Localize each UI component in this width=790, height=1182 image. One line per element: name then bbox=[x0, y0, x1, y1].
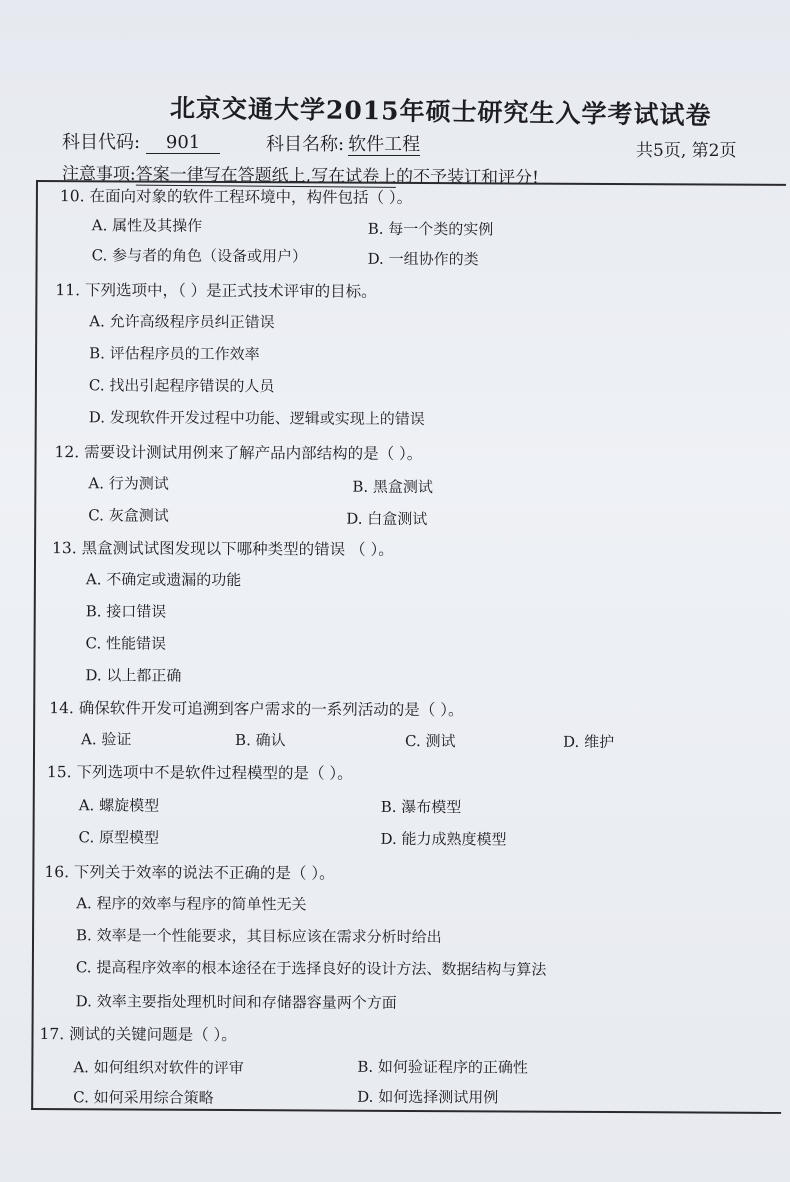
question-option: D. 白盒测试 bbox=[346, 509, 428, 529]
exam-title: 北京交通大学2015年硕士研究生入学考试试卷 bbox=[169, 93, 712, 130]
question-option: D. 能力成熟度模型 bbox=[380, 829, 507, 849]
subject-name-value: 软件工程 bbox=[348, 134, 421, 155]
question-option: C. 如何采用综合策略 bbox=[73, 1088, 214, 1107]
notice-underlined-1: 答案一律写在答题纸上, bbox=[135, 164, 312, 187]
question-option: A. 允许高级程序员纠正错误 bbox=[89, 312, 275, 332]
subject-name bbox=[266, 130, 420, 156]
question-stem: 12. 需要设计测试用例来了解产品内部结构的是（ ）。 bbox=[54, 443, 423, 464]
question-option: C. 测试 bbox=[405, 731, 456, 751]
question-option: B. 黑盒测试 bbox=[352, 477, 434, 497]
subject-name-label: 科目名称: bbox=[266, 134, 345, 155]
question-option: C. 找出引起程序错误的人员 bbox=[88, 376, 275, 396]
question-option: B. 接口错误 bbox=[85, 602, 167, 621]
question-option: A. 不确定或遗漏的功能 bbox=[85, 570, 242, 590]
question-option: D. 如何选择测试用例 bbox=[357, 1087, 499, 1107]
question-stem: 14. 确保软件开发可追溯到客户需求的一系列活动的是（ ）。 bbox=[49, 699, 464, 720]
subject-code-value: 901 bbox=[146, 132, 220, 154]
notice-prefix: 注意事项: bbox=[61, 164, 136, 185]
question-option: C. 参与者的角色（设备或用户） bbox=[91, 246, 308, 266]
question-option: A. 属性及其操作 bbox=[91, 216, 203, 235]
notice-underlined-2: 写在试卷上 bbox=[311, 166, 397, 187]
question-option: B. 评估程序员的工作效率 bbox=[89, 344, 260, 364]
questions-box bbox=[31, 180, 786, 1114]
question-option: D. 以上都正确 bbox=[85, 666, 182, 685]
question-stem: 16. 下列关于效率的说法不正确的是（ ）。 bbox=[44, 863, 335, 883]
question-stem: 13. 黑盒测试试图发现以下哪种类型的错误 （ ）。 bbox=[52, 539, 394, 559]
question-option: C. 原型模型 bbox=[78, 828, 160, 847]
question-option: A. 程序的效率与程序的简单性无关 bbox=[76, 894, 307, 914]
question-option: A. 行为测试 bbox=[88, 474, 169, 493]
question-option: B. 如何验证程序的正确性 bbox=[357, 1057, 528, 1077]
question-stem: 15. 下列选项中不是软件过程模型的是（ ）。 bbox=[46, 763, 353, 783]
question-option: B. 效率是一个性能要求，其目标应该在需求分析时给出 bbox=[75, 926, 442, 947]
question-option: A. 验证 bbox=[81, 730, 132, 749]
question-option: A. 如何组织对软件的评审 bbox=[73, 1058, 244, 1078]
subject-code bbox=[62, 128, 220, 154]
question-option: D. 维护 bbox=[563, 732, 615, 752]
question-option: C. 提高程序效率的根本途径在于选择良好的设计方法、数据结构与算法 bbox=[75, 958, 547, 979]
question-stem: 10. 在面向对象的软件工程环境中，构件包括（ ）。 bbox=[59, 187, 413, 207]
question-option: D. 效率主要指处理机时间和存储器容量两个方面 bbox=[75, 992, 397, 1012]
notice-rest: 的不予装订和评分! bbox=[396, 166, 540, 189]
page-info: 共5页, 第2页 bbox=[636, 141, 737, 161]
subject-code-label: 科目代码: bbox=[62, 132, 141, 153]
question-option: B. 确认 bbox=[235, 731, 286, 750]
question-option: C. 性能错误 bbox=[85, 634, 167, 653]
question-option: D. 发现软件开发过程中功能、逻辑或实现上的错误 bbox=[88, 408, 425, 429]
question-option: B. 瀑布模型 bbox=[380, 797, 462, 817]
question-stem: 11. 下列选项中，（ ）是正式技术评审的目标。 bbox=[55, 281, 377, 301]
question-option: C. 灰盒测试 bbox=[88, 506, 169, 525]
question-stem: 17. 测试的关键问题是（ ）。 bbox=[39, 1025, 237, 1045]
question-option: B. 每一个类的实例 bbox=[367, 219, 494, 239]
question-option: D. 一组协作的类 bbox=[367, 249, 479, 269]
question-option: A. 螺旋模型 bbox=[78, 796, 160, 815]
